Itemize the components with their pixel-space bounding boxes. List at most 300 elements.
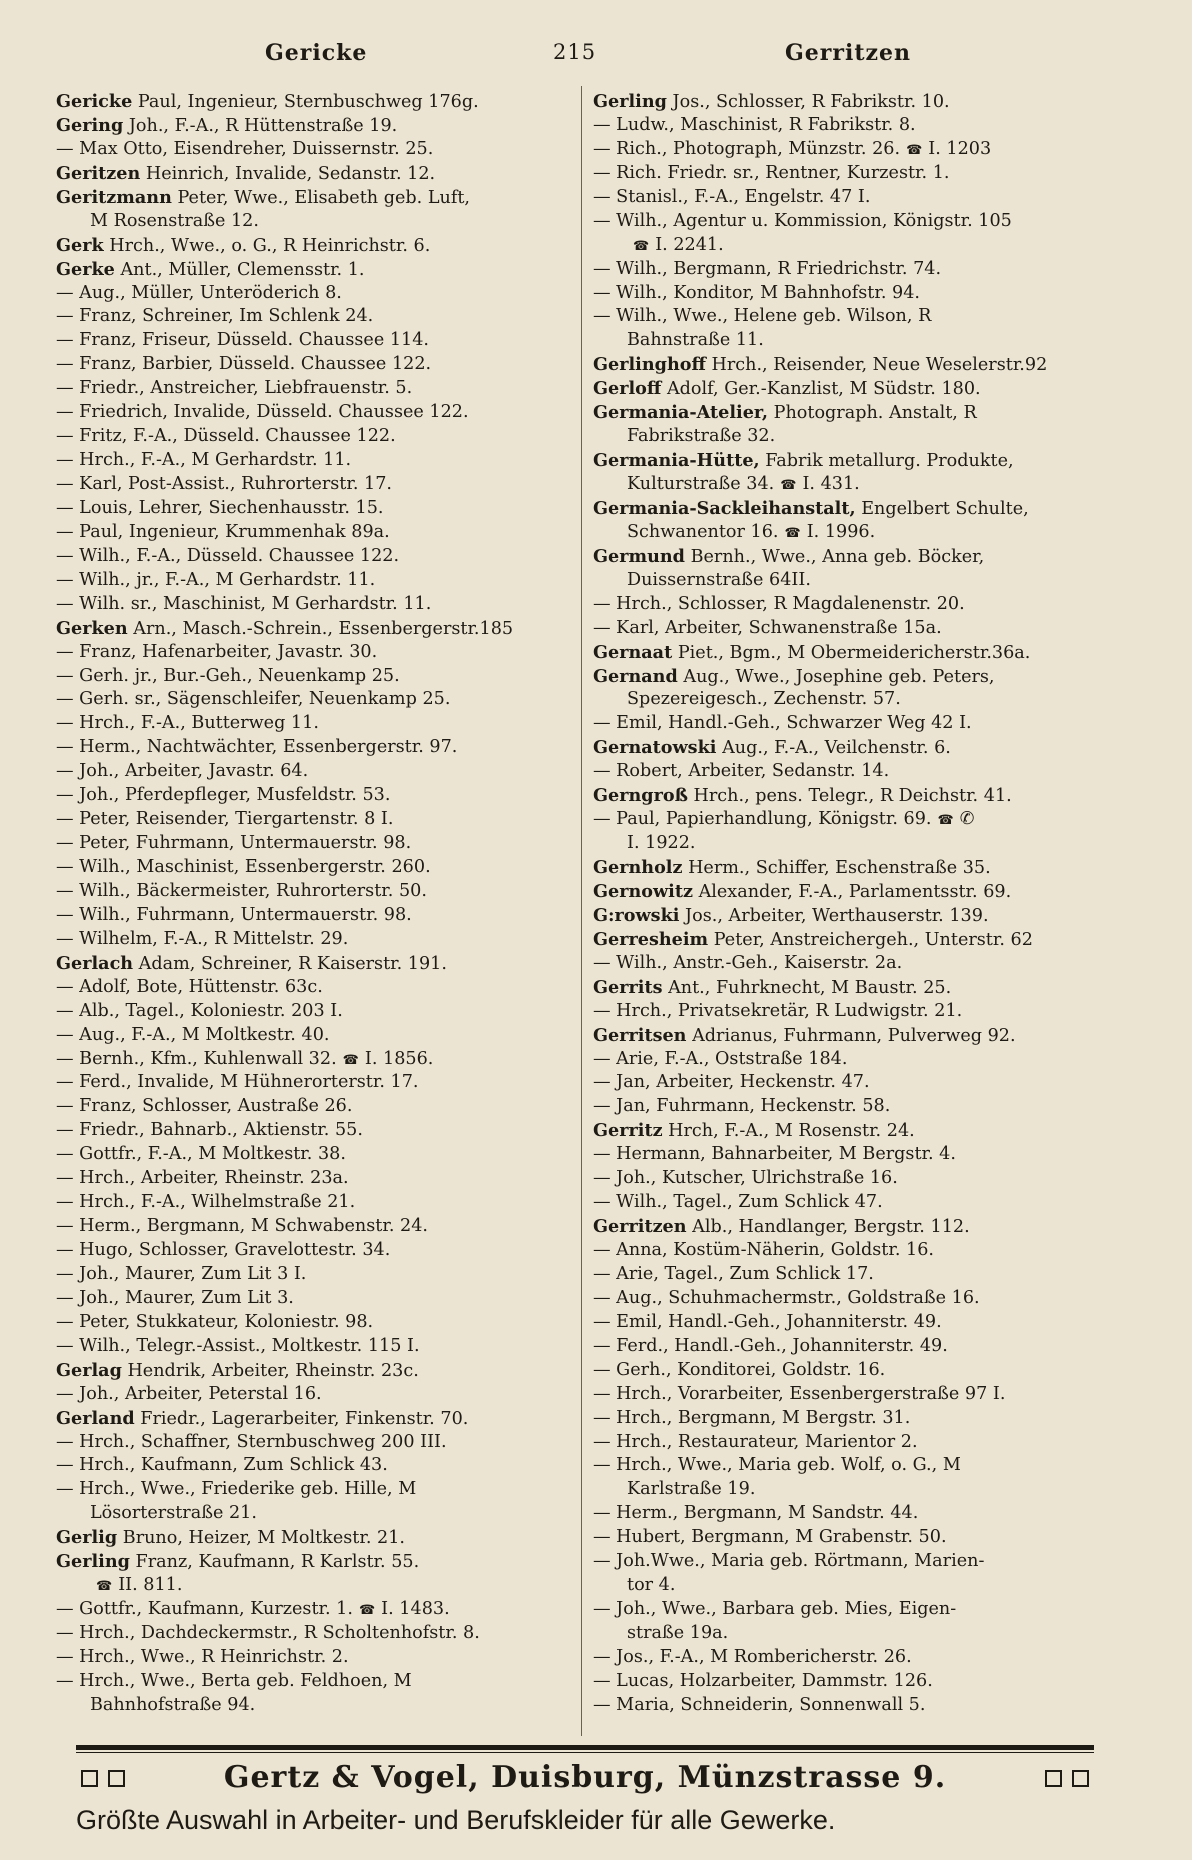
directory-entry bbox=[56, 1119, 576, 1143]
ad-subline: Größte Auswahl in Arbeiter- und Berufskleider für alle Gewerke. bbox=[76, 1804, 836, 1835]
entry-text: — Hrch., Vorarbeiter, Essenbergerstraße 97 I. bbox=[593, 1383, 1006, 1404]
directory-entry bbox=[56, 928, 576, 952]
entry-text: — Arie, Tagel., Zum Schlick 17. bbox=[593, 1263, 874, 1284]
directory-entry bbox=[593, 1431, 1113, 1455]
directory-entry bbox=[56, 832, 576, 856]
entry-text: — Wilh., Wwe., Helene geb. Wilson, R bbox=[593, 306, 932, 327]
telephone-number: I. 1996. bbox=[806, 521, 876, 542]
directory-entry bbox=[56, 1311, 576, 1335]
directory-entry bbox=[593, 665, 1113, 689]
entry-text: — Rich. Friedr. sr., Rentner, Kurzestr. 1. bbox=[593, 162, 950, 183]
entry-text: Alb., Handlanger, Bergstr. 112. bbox=[692, 1217, 970, 1238]
directory-entry bbox=[593, 1263, 1113, 1287]
directory-entry bbox=[593, 904, 1113, 928]
entry-text: — Peter, Stukkateur, Koloniestr. 98. bbox=[56, 1311, 374, 1332]
entry-text: — Herm., Bergmann, M Sandstr. 44. bbox=[593, 1503, 919, 1524]
entry-text: Herm., Schiffer, Eschenstraße 35. bbox=[688, 858, 991, 878]
entry-surname: Gerling bbox=[593, 91, 667, 112]
directory-entry bbox=[593, 1000, 1113, 1024]
entry-surname: Gerken bbox=[56, 617, 128, 639]
entry-text: Bahnhofstraße 94. bbox=[90, 1694, 256, 1715]
entry-text: — Wilh., Tagel., Zum Schlick 47. bbox=[593, 1192, 883, 1213]
entry-text: — Joh., Arbeiter, Peterstal 16. bbox=[56, 1383, 322, 1404]
entry-surname: Gericke bbox=[56, 91, 133, 112]
entry-text: — Friedr., Bahnarb., Aktienstr. 55. bbox=[56, 1120, 363, 1141]
column-divider bbox=[581, 86, 582, 1736]
directory-entry bbox=[593, 1143, 1113, 1167]
directory-entry bbox=[56, 545, 576, 569]
directory-entry bbox=[593, 1359, 1113, 1383]
entry-surname: Gernaat bbox=[593, 641, 673, 663]
entry-surname: Gerngroß bbox=[593, 785, 688, 807]
entry-text: Hrch., pens. Telegr., R Deichstr. 41. bbox=[693, 786, 1012, 807]
directory-entry bbox=[593, 114, 1113, 138]
entry-text: — Gottfr., Kaufmann, Kurzestr. 1. bbox=[56, 1599, 353, 1620]
header-right: Gerritzen bbox=[785, 40, 911, 66]
directory-entry bbox=[593, 688, 1113, 712]
directory-entry bbox=[56, 1431, 576, 1455]
telephone-icon: ☎ bbox=[358, 1603, 376, 1619]
entry-surname: Germania-Hütte, bbox=[593, 450, 760, 472]
entry-text: Hrch, F.-A., M Rosenstr. 24. bbox=[668, 1121, 915, 1142]
entry-text: — Joh.Wwe., Maria geb. Rörtmann, Marien- bbox=[593, 1551, 985, 1572]
entry-text: Heinrich, Invalide, Sedanstr. 12. bbox=[145, 163, 436, 184]
entry-text: — Peter, Fuhrmann, Untermauerstr. 98. bbox=[56, 833, 412, 854]
entry-text: Alexander, F.-A., Parlamentsstr. 69. bbox=[698, 881, 1012, 902]
directory-entry bbox=[56, 736, 576, 760]
entry-surname: Gerrits bbox=[593, 976, 663, 998]
entry-text: Arn., Masch.-Schrein., Essenbergerstr.185 bbox=[133, 618, 514, 639]
directory-entry bbox=[56, 569, 576, 593]
entry-text: — Ferd., Handl.-Geh., Johanniterstr. 49. bbox=[593, 1335, 948, 1356]
entry-text: — Ferd., Invalide, M Hühnerorterstr. 17. bbox=[56, 1072, 419, 1093]
entry-text: — Franz, Barbier, Düsseld. Chaussee 122. bbox=[56, 354, 432, 375]
entry-text: Peter, Anstreichergeh., Unterstr. 62 bbox=[713, 929, 1033, 950]
page-number: 215 bbox=[553, 40, 597, 64]
entry-text: — Adolf, Bote, Hüttenstr. 63c. bbox=[56, 976, 323, 997]
directory-entry bbox=[56, 976, 576, 1000]
directory-entry bbox=[56, 377, 576, 401]
directory-entry bbox=[56, 473, 576, 497]
entry-text: — Wilh., Fuhrmann, Untermauerstr. 98. bbox=[56, 904, 412, 925]
entry-text: — Joh., Maurer, Zum Lit 3. bbox=[56, 1287, 294, 1308]
entry-text: — Gerh. jr., Bur.-Geh., Neuenkamp 25. bbox=[56, 665, 400, 686]
directory-entry bbox=[593, 832, 1113, 856]
entry-text: — Jan, Arbeiter, Heckenstr. 47. bbox=[593, 1072, 870, 1093]
entry-text: — Wilh., Konditor, M Bahnhofstr. 94. bbox=[593, 282, 920, 303]
entry-text: — Gottfr., F.-A., M Moltkestr. 38. bbox=[56, 1144, 346, 1165]
square-icon bbox=[1045, 1770, 1062, 1787]
directory-entry bbox=[593, 784, 1113, 808]
entry-text: Piet., Bgm., M Obermeidericherstr.36a. bbox=[677, 642, 1031, 663]
directory-entry bbox=[56, 401, 576, 425]
entry-text: Franz, Kaufmann, R Karlstr. 55. bbox=[135, 1552, 420, 1573]
directory-entry bbox=[56, 1646, 576, 1670]
directory-entry bbox=[56, 880, 576, 904]
entry-text: — Fritz, F.-A., Düsseld. Chaussee 122. bbox=[56, 426, 396, 447]
entry-text: Joh., F.-A., R Hüttenstraße 19. bbox=[128, 115, 398, 136]
entry-text: — Robert, Arbeiter, Sedanstr. 14. bbox=[593, 761, 890, 782]
entry-text: Engelbert Schulte, bbox=[861, 498, 1029, 519]
entry-surname: Gerlach bbox=[56, 952, 134, 974]
entry-text: Kulturstraße 34. bbox=[627, 474, 775, 494]
entry-text: Karlstraße 19. bbox=[627, 1479, 756, 1500]
entry-text: — Bernh., Kfm., Kuhlenwall 32. bbox=[56, 1048, 337, 1069]
entry-text: — Peter, Reisender, Tiergartenstr. 8 I. bbox=[56, 809, 394, 830]
entry-text: I. 1922. bbox=[627, 833, 696, 854]
entry-text: — Aug., F.-A., M Moltkestr. 40. bbox=[56, 1024, 330, 1045]
entry-text: — Aug., Müller, Unteröderich 8. bbox=[56, 282, 342, 303]
entry-text: — Joh., Arbeiter, Javastr. 64. bbox=[56, 761, 309, 782]
directory-entry bbox=[593, 569, 1113, 593]
telephone-number: I. 1856. bbox=[364, 1048, 434, 1069]
directory-entry bbox=[56, 760, 576, 784]
entry-text: — Paul, Ingenieur, Krummenhak 89a. bbox=[56, 521, 390, 542]
directory-entry bbox=[593, 1526, 1113, 1550]
entry-text: — Hrch., Bergmann, M Bergstr. 31. bbox=[593, 1407, 911, 1428]
directory-entry bbox=[593, 545, 1113, 569]
directory-entry bbox=[593, 210, 1113, 234]
entry-text: — Hrch., Dachdeckermstr., R Scholtenhofstr. 8. bbox=[56, 1623, 480, 1643]
directory-entry bbox=[593, 353, 1113, 377]
directory-entry bbox=[593, 473, 1113, 497]
entry-text: Hrch., Reisender, Neue Weselerstr.92 bbox=[711, 355, 1048, 376]
directory-entry bbox=[56, 497, 576, 521]
directory-entry bbox=[593, 1407, 1113, 1431]
entry-text: tor 4. bbox=[627, 1575, 676, 1596]
telephone-icon: ☎ bbox=[906, 142, 923, 158]
square-icon bbox=[1072, 1770, 1089, 1787]
directory-entry bbox=[593, 1646, 1113, 1670]
directory-entry bbox=[56, 641, 576, 665]
directory-entry bbox=[593, 760, 1113, 784]
telephone-icon: ☎ bbox=[96, 1579, 113, 1595]
directory-entry bbox=[593, 377, 1113, 401]
entry-text: Bruno, Heizer, M Moltkestr. 21. bbox=[122, 1528, 405, 1549]
entry-text: — Hrch., Kaufmann, Zum Schlick 43. bbox=[56, 1455, 388, 1476]
directory-entry bbox=[56, 1383, 576, 1407]
entry-surname: Gerlig bbox=[56, 1527, 118, 1549]
directory-entry bbox=[593, 1454, 1113, 1478]
directory-entry bbox=[593, 1119, 1113, 1143]
directory-entry bbox=[56, 1622, 576, 1646]
entry-text: — Wilh., F.-A., Düsseld. Chaussee 122. bbox=[56, 545, 400, 566]
directory-entry bbox=[56, 712, 576, 736]
directory-entry bbox=[593, 138, 1113, 162]
directory-entry bbox=[593, 186, 1113, 210]
entry-text: Fabrik metallurg. Produkte, bbox=[765, 451, 1014, 472]
directory-entry bbox=[56, 1407, 576, 1431]
directory-entry bbox=[56, 688, 576, 712]
entry-text: — Wilh., Telegr.-Assist., Moltkestr. 115 I. bbox=[56, 1335, 420, 1356]
directory-entry bbox=[56, 258, 576, 282]
directory-entry bbox=[56, 593, 576, 617]
entry-text: Ant., Fuhrknecht, M Baustr. 25. bbox=[668, 977, 952, 998]
directory-entry bbox=[593, 1622, 1113, 1646]
entry-text: — Herm., Bergmann, M Schwabenstr. 24. bbox=[56, 1216, 428, 1237]
directory-entry bbox=[593, 497, 1113, 521]
entry-text: — Emil, Handl.-Geh., Schwarzer Weg 42 I. bbox=[593, 713, 972, 734]
entry-text: — Hubert, Bergmann, M Grabenstr. 50. bbox=[593, 1527, 947, 1548]
entry-surname: Gerlag bbox=[56, 1359, 122, 1381]
entry-text: — Hrch., Wwe., Friederike geb. Hille, M bbox=[56, 1479, 417, 1500]
directory-entry bbox=[56, 521, 576, 545]
directory-entry bbox=[593, 617, 1113, 641]
directory-entry bbox=[593, 1167, 1113, 1191]
directory-entry bbox=[593, 1383, 1113, 1407]
entry-surname: Gerritz bbox=[593, 1120, 663, 1142]
telephone-icon: ☎ bbox=[342, 1052, 359, 1068]
entry-text: — Hrch., Wwe., Maria geb. Wolf, o. G., M bbox=[593, 1455, 961, 1476]
right-column bbox=[593, 90, 1113, 1718]
directory-entry bbox=[56, 425, 576, 449]
entry-text: Fabrikstraße 32. bbox=[627, 426, 776, 447]
telephone-icon: ☎ bbox=[784, 525, 801, 541]
entry-text: Bernh., Wwe., Anna geb. Böcker, bbox=[690, 546, 985, 567]
entry-text: M Rosenstraße 12. bbox=[90, 210, 259, 231]
entry-text: — Franz, Friseur, Düsseld. Chaussee 114. bbox=[56, 330, 429, 351]
entry-surname: Gerland bbox=[56, 1407, 135, 1429]
entry-surname: Gerling bbox=[56, 1551, 130, 1573]
entry-text: Ant., Müller, Clemensstr. 1. bbox=[120, 259, 365, 280]
entry-surname: Gering bbox=[56, 114, 124, 136]
entry-text: — Hrch., F.-A., Butterweg 11. bbox=[56, 713, 319, 734]
entry-surname: Gernowitz bbox=[593, 880, 693, 902]
square-icon bbox=[108, 1770, 125, 1787]
entry-text: Friedr., Lagerarbeiter, Finkenstr. 70. bbox=[140, 1408, 469, 1429]
directory-entry bbox=[56, 1191, 576, 1215]
entry-text: Spezereigesch., Zechenstr. 57. bbox=[627, 689, 901, 710]
directory-entry bbox=[56, 856, 576, 880]
entry-text: — Hugo, Schlosser, Gravelottestr. 34. bbox=[56, 1240, 391, 1260]
telephone-number: ✆ bbox=[959, 809, 975, 830]
telephone-number: II. 811. bbox=[118, 1575, 183, 1596]
directory-entry bbox=[593, 1598, 1113, 1622]
entry-text: Duissernstraße 64II. bbox=[627, 569, 811, 590]
entry-text: — Hrch., Schlosser, R Magdalenenstr. 20. bbox=[593, 593, 965, 614]
entry-surname: Gerke bbox=[56, 258, 115, 280]
directory-entry bbox=[593, 1694, 1113, 1718]
entry-text: Paul, Ingenieur, Sternbuschweg 176g. bbox=[137, 92, 479, 112]
entry-text: Adrianus, Fuhrmann, Pulverweg 92. bbox=[692, 1025, 1016, 1046]
directory-entry bbox=[56, 305, 576, 329]
directory-entry bbox=[593, 90, 1113, 114]
directory-entry bbox=[56, 90, 576, 114]
entry-surname: Gerresheim bbox=[593, 928, 709, 950]
directory-entry bbox=[593, 258, 1113, 282]
entry-surname: Gerritzen bbox=[593, 1216, 687, 1238]
entry-text: — Karl, Arbeiter, Schwanenstraße 15a. bbox=[593, 617, 942, 638]
directory-entry bbox=[593, 1215, 1113, 1239]
entry-surname: Gerk bbox=[56, 234, 104, 256]
entry-text: — Louis, Lehrer, Siechenhausstr. 15. bbox=[56, 497, 384, 518]
entry-surname: Gerloff bbox=[593, 378, 662, 400]
square-icon bbox=[81, 1770, 98, 1787]
directory-entry bbox=[593, 1311, 1113, 1335]
directory-entry bbox=[56, 1048, 576, 1072]
directory-entry bbox=[56, 1574, 576, 1598]
directory-entry bbox=[56, 904, 576, 928]
directory-entry bbox=[56, 1359, 576, 1383]
entry-text: straße 19a. bbox=[627, 1623, 729, 1643]
directory-entry bbox=[56, 210, 576, 234]
directory-entry bbox=[593, 1550, 1113, 1574]
directory-entry bbox=[56, 234, 576, 258]
directory-entry bbox=[593, 234, 1113, 258]
entry-text: Hrch., Wwe., o. G., R Heinrichstr. 6. bbox=[109, 235, 431, 256]
directory-entry bbox=[593, 1024, 1113, 1048]
directory-entry bbox=[56, 1454, 576, 1478]
directory-entry bbox=[56, 1239, 576, 1263]
directory-entry bbox=[593, 1095, 1113, 1119]
entry-text: — Friedrich, Invalide, Düsseld. Chaussee 122. bbox=[56, 402, 469, 423]
directory-entry bbox=[56, 186, 576, 210]
directory-entry bbox=[593, 736, 1113, 760]
entry-text: — Emil, Handl.-Geh., Johanniterstr. 49. bbox=[593, 1311, 942, 1332]
entry-surname: Gernatowski bbox=[593, 737, 717, 759]
entry-text: — Wilh., jr., F.-A., M Gerhardstr. 11. bbox=[56, 569, 376, 590]
directory-entry bbox=[593, 1335, 1113, 1359]
entry-text: — Lucas, Holzarbeiter, Dammstr. 126. bbox=[593, 1670, 933, 1691]
entry-surname: Gerlinghoff bbox=[593, 354, 706, 376]
directory-entry bbox=[56, 1670, 576, 1694]
directory-entry bbox=[56, 1095, 576, 1119]
entry-text: — Alb., Tagel., Koloniestr. 203 I. bbox=[56, 1000, 343, 1021]
entry-text: — Wilh., Maschinist, Essenbergerstr. 260. bbox=[56, 857, 431, 877]
telephone-icon: ☎ bbox=[937, 813, 954, 829]
entry-text: Schwanentor 16. bbox=[627, 521, 779, 542]
directory-entry bbox=[593, 401, 1113, 425]
header-left: Gericke bbox=[265, 40, 368, 66]
directory-entry bbox=[593, 976, 1113, 1000]
directory-entry bbox=[56, 162, 576, 186]
entry-text: — Franz, Schreiner, Im Schlenk 24. bbox=[56, 306, 374, 327]
directory-entry bbox=[56, 353, 576, 377]
entry-text: — Hrch., Privatsekretär, R Ludwigstr. 21. bbox=[593, 1000, 963, 1021]
entry-text: Hendrik, Arbeiter, Rheinstr. 23c. bbox=[127, 1360, 419, 1381]
entry-text: — Wilh., Anstr.-Geh., Kaiserstr. 2a. bbox=[593, 952, 903, 973]
directory-entry bbox=[593, 1239, 1113, 1263]
entry-text: Photograph. Anstalt, R bbox=[773, 403, 977, 424]
directory-entry bbox=[593, 305, 1113, 329]
telephone-number: I. 1483. bbox=[381, 1599, 450, 1620]
directory-entry bbox=[593, 1574, 1113, 1598]
telephone-number: I. 2241. bbox=[655, 234, 724, 255]
telephone-icon: ☎ bbox=[633, 238, 650, 254]
telephone-number: I. 1203 bbox=[928, 138, 992, 159]
directory-entry bbox=[56, 1335, 576, 1359]
directory-entry bbox=[56, 1143, 576, 1167]
entry-text: — Hermann, Bahnarbeiter, M Bergstr. 4. bbox=[593, 1144, 956, 1165]
directory-entry bbox=[593, 593, 1113, 617]
directory-entry bbox=[593, 1670, 1113, 1694]
directory-entry bbox=[593, 329, 1113, 353]
ad-headline: Gertz & Vogel, Duisburg, Münzstrasse 9. bbox=[223, 1759, 947, 1795]
entry-text: — Rich., Photograph, Münzstr. 26. bbox=[593, 138, 901, 159]
entry-surname: Germania-Atelier, bbox=[593, 402, 769, 424]
entry-text: Jos., Schlosser, R Fabrikstr. 10. bbox=[672, 92, 950, 112]
directory-entry bbox=[56, 808, 576, 832]
directory-entry bbox=[593, 521, 1113, 545]
entry-text: — Herm., Nachtwächter, Essenbergerstr. 97. bbox=[56, 737, 458, 758]
directory-entry bbox=[593, 928, 1113, 952]
entry-text: — Hrch., F.-A., M Gerhardstr. 11. bbox=[56, 450, 352, 471]
box-icons-left bbox=[76, 1760, 130, 1795]
directory-entry bbox=[593, 712, 1113, 736]
directory-entry bbox=[593, 1502, 1113, 1526]
entry-text: — Hrch., Schaffner, Sternbuschweg 200 III. bbox=[56, 1431, 447, 1452]
directory-entry bbox=[593, 952, 1113, 976]
directory-entry bbox=[56, 1215, 576, 1239]
entry-text: — Hrch., Arbeiter, Rheinstr. 23a. bbox=[56, 1168, 349, 1189]
directory-entry bbox=[56, 1071, 576, 1095]
directory-entry bbox=[593, 425, 1113, 449]
entry-text: — Franz, Hafenarbeiter, Javastr. 30. bbox=[56, 641, 378, 662]
directory-entry bbox=[593, 282, 1113, 306]
entry-text: Aug., F.-A., Veilchenstr. 6. bbox=[722, 738, 951, 759]
directory-entry bbox=[593, 880, 1113, 904]
directory-entry bbox=[56, 329, 576, 353]
entry-text: Peter, Wwe., Elisabeth geb. Luft, bbox=[177, 187, 471, 208]
entry-surname: Geritzen bbox=[56, 162, 141, 184]
directory-entry bbox=[56, 1598, 576, 1622]
entry-text: Lösorterstraße 21. bbox=[90, 1503, 257, 1524]
directory-entry bbox=[56, 952, 576, 976]
entry-text: — Joh., Wwe., Barbara geb. Mies, Eigen- bbox=[593, 1599, 957, 1620]
directory-entry bbox=[593, 1287, 1113, 1311]
box-icons-right bbox=[1040, 1760, 1094, 1795]
directory-entry bbox=[56, 1167, 576, 1191]
entry-text: — Hrch., F.-A., Wilhelmstraße 21. bbox=[56, 1192, 356, 1213]
directory-entry bbox=[56, 1000, 576, 1024]
entry-text: — Wilhelm, F.-A., R Mittelstr. 29. bbox=[56, 928, 349, 949]
directory-entry bbox=[56, 784, 576, 808]
entry-text: — Franz, Schlosser, Austraße 26. bbox=[56, 1096, 353, 1117]
entry-text: — Friedr., Anstreicher, Liebfrauenstr. 5. bbox=[56, 378, 413, 399]
entry-surname: G:rowski bbox=[593, 904, 680, 926]
entry-surname: Geritzmann bbox=[56, 186, 172, 208]
directory-entry bbox=[56, 1263, 576, 1287]
entry-text: — Jos., F.-A., M Rombericherstr. 26. bbox=[593, 1646, 912, 1667]
entry-text: — Hrch., Wwe., Berta geb. Feldhoen, M bbox=[56, 1670, 412, 1691]
entry-text: — Karl, Post-Assist., Ruhrorterstr. 17. bbox=[56, 474, 393, 494]
directory-entry bbox=[56, 138, 576, 162]
directory-entry bbox=[56, 1502, 576, 1526]
directory-entry bbox=[593, 1191, 1113, 1215]
directory-entry bbox=[56, 1287, 576, 1311]
entry-text: — Gerh., Konditorei, Goldstr. 16. bbox=[593, 1359, 886, 1380]
entry-text: — Ludw., Maschinist, R Fabrikstr. 8. bbox=[593, 114, 916, 135]
entry-surname: Germund bbox=[593, 545, 685, 567]
directory-entry bbox=[56, 1526, 576, 1550]
ad-rule-thick bbox=[76, 1745, 1094, 1750]
directory-entry bbox=[56, 282, 576, 306]
directory-entry bbox=[56, 1024, 576, 1048]
directory-entry bbox=[56, 1694, 576, 1718]
entry-text: — Hrch., Restaurateur, Marientor 2. bbox=[593, 1431, 918, 1452]
entry-text: — Wilh., Bäckermeister, Ruhrorterstr. 50. bbox=[56, 880, 427, 901]
telephone-icon: ☎ bbox=[780, 478, 797, 493]
entry-text: — Aug., Schuhmachermstr., Goldstraße 16. bbox=[593, 1287, 980, 1308]
entry-text: — Anna, Kostüm-Näherin, Goldstr. 16. bbox=[593, 1240, 935, 1260]
directory-entry bbox=[593, 1048, 1113, 1072]
directory-entry bbox=[593, 808, 1113, 832]
entry-text: Aug., Wwe., Josephine geb. Peters, bbox=[683, 666, 995, 687]
directory-entry bbox=[593, 1071, 1113, 1095]
directory-entry bbox=[56, 1550, 576, 1574]
entry-surname: Gerritsen bbox=[593, 1024, 687, 1046]
directory-entry bbox=[56, 617, 576, 641]
